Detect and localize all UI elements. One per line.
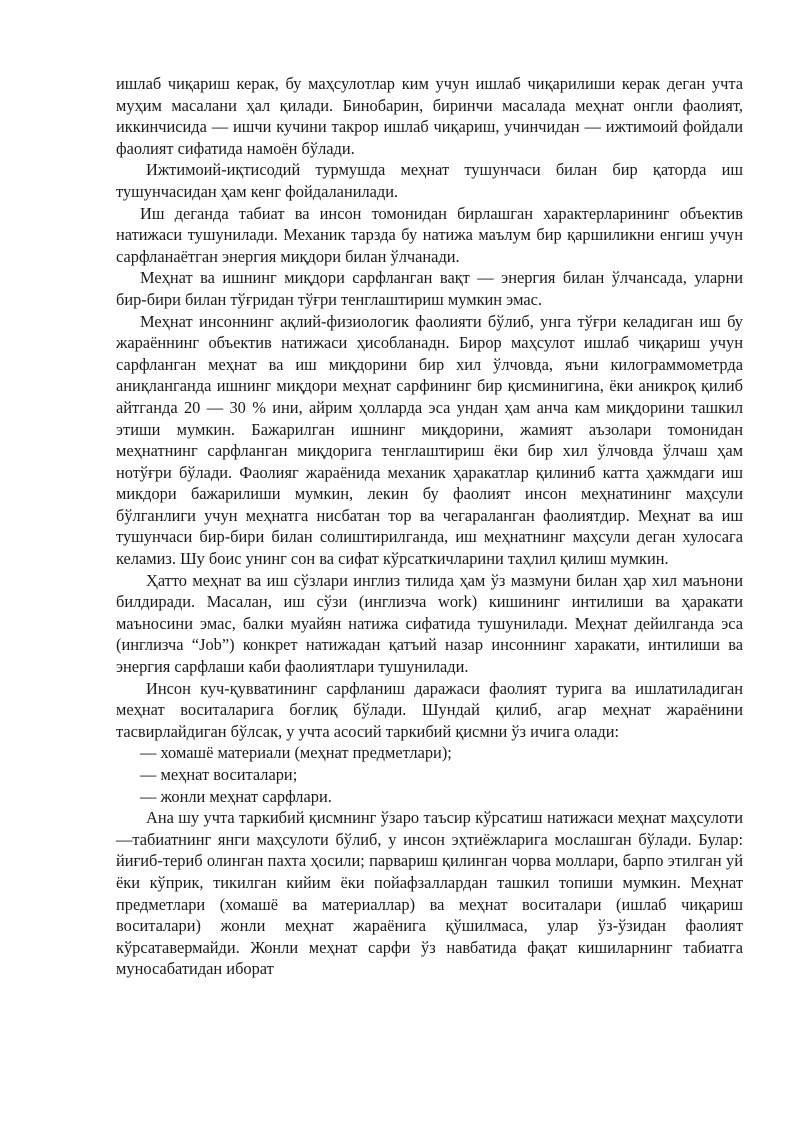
list-item: — жонли меҳнат сарфлари. xyxy=(140,786,332,806)
paragraph-1: ишлаб чиқариш керак, бу маҳсулотлар ким учун ишлаб чиқарилиши керак деган учта муҳим масалани ҳал қилади. Бинобарин, биринчи масалада меҳнат онгли фаолият, иккинчисида — ишчи кучини такрор ишлаб чиқариш, учинчидан — ижтимоий фойдали фаолият сифатида намоён бўлади. xyxy=(116,74,743,158)
paragraph-4: Меҳнат ва ишнинг миқдори сарфланган вақт — энергия билан ўлчансада, уларни бир-бири билан тўғридан тўғри тенглаштириш мумкин эмас. xyxy=(116,268,743,309)
paragraph-2: Ижтимоий-иқтисодий турмушда меҳнат тушунчаси билан бир қаторда иш тушунчасидан ҳам кенг фойдаланилади. xyxy=(116,160,743,201)
paragraph-8: Ана шу учта таркибий қисмнинг ўзаро таъсир кўрсатиш натижаси меҳнат маҳсулоти —табиатнинг янги маҳсулоти бўлиб, у инсон эҳтиёжларига мослашган бўлади. Булар: йиғиб-териб олинган пахта ҳосили; парвариш қилинган чорва моллари, барпо этилган уй ёки кўприк, тикилган кийим ёки пойафзаллардан ташкил топиши мумкин. Меҳнат предметлари (хомашё ва материаллар) ва меҳнат воситалари (ишлаб чиқариш воситалари) жонли меҳнат жараёнига қўшилмаса, улар ўз-ўзидан фаолият кўрсатавермайди. Жонли меҳнат сарфи ўз навбатида фақат кишиларнинг табиатга муносабатидан иборат xyxy=(116,808,743,979)
paragraph-7: Инсон куч-қувватининг сарфланиш даражаси фаолият турига ва ишлатиладиган меҳнат воситаларига боғлиқ бўлади. Шундай қилиб, агар меҳнат жараёнини тасвирлайдиган бўлсак, у учта асосий таркибий қисмни ўз ичига олади: xyxy=(116,678,743,741)
paragraph-3: Иш деганда табиат ва инсон томонидан бирлашган характерларининг объектив натижаси тушунилади. Механик тарзда бу натижа маълум бир қаршиликни енгиш учун сарфланаётган энергия миқдори билан ўлчанади. xyxy=(116,203,743,266)
document-page xyxy=(116,73,743,980)
list-item: — меҳнат воситалари; xyxy=(140,765,298,784)
list-item: — хомашё материали (меҳнат предметлари); xyxy=(140,743,452,763)
paragraph-6: Ҳатто меҳнат ва иш сўзлари инглиз тилида ҳам ўз мазмуни билан ҳар хил маънони билдиради. Масалан, иш сўзи (инглизча work) кишининг интилиши ва ҳаракати маъносини эмас, балки муайян натижа сифатида тушунилади. Меҳнат дейилганда эса (инглизча “Job”) конкрет натижадан қатъий назар инсоннинг харакати, интилиши ва энергия сарфлаши каби фаолиятлари тушунилади. xyxy=(116,570,743,677)
component-list xyxy=(116,742,743,807)
paragraph-5: Меҳнат инсоннинг ақлий-физиологик фаолияти бўлиб, унга тўғри келадиган иш бу жараённинг объектив натижаси ҳисобланадн. Бирор маҳсулот ишлаб чиқариш учун сарфланган меҳнат ва иш миқдорини бир хил ўлчовда, яъни килограммометрда аниқланганда ишнинг миқдори меҳнат сарфининг бир қисминигина, ёки аникроқ қилиб айтганда 20 — 30 % ини, айрим ҳолларда эса ундан ҳам анча кам миқдорини ташкил этиши мумкин. Бажарилган ишнинг миқдорини, жамият аъзолари томонидан меҳнатнинг сарфланган миқдорига тенглаштириш ёки бир хил ўлчовда ўлчаш ҳам нотўғри бўлади. Фаолияг жараёнида механик ҳаракатлар қилиниб катта ҳажмдаги иш микдори бажарилиши мумкин, лекин бу фаолият инсон меҳнатининг маҳсули бўлганлиги учун меҳнатга нисбатан тор ва чегараланган фаолиятдир. Меҳнат ва иш тушунчаси бир-бири билан солиштирилганда, иш меҳнатнинг маҳсули деган хулосага келамиз. Шу боис унинг сон ва сифат кўрсаткичларини таҳлил қилиш мумкин. xyxy=(116,311,743,569)
